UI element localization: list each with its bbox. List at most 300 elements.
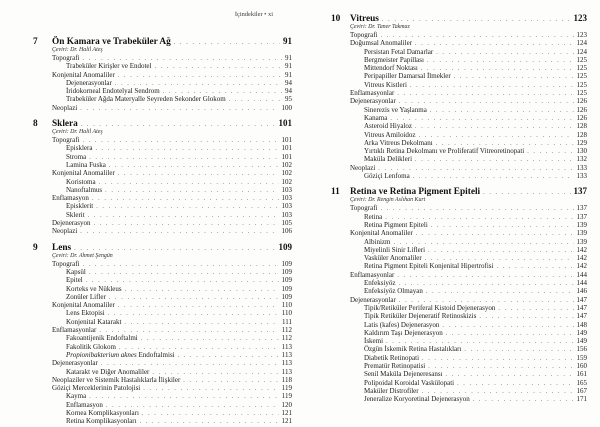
toc-entry-title: İskemi	[364, 337, 384, 346]
dot-leader-icon	[397, 90, 573, 98]
toc-entry-title: Retina Komplikasyonları	[66, 417, 137, 426]
toc-entry	[331, 97, 587, 105]
toc-entry-title: Kayma	[66, 392, 87, 401]
dot-leader-icon	[96, 203, 278, 211]
dot-leader-icon	[81, 120, 276, 131]
toc-entry-title: Latis (kafes) Dejenerasyon	[364, 320, 440, 329]
chapter-heading	[33, 242, 292, 253]
toc-entry	[331, 312, 587, 320]
toc-entry-title: Konjenital Anomaliler	[52, 169, 115, 178]
chapter-heading	[33, 118, 292, 129]
toc-entry	[33, 71, 292, 79]
chapter-title: Vitreus	[350, 14, 379, 24]
toc-entry-page-number: 128	[576, 122, 587, 131]
toc-entry-title: Topografi	[52, 136, 80, 145]
toc-entry	[33, 376, 292, 384]
toc-entry-title: Sklerit	[66, 210, 85, 219]
toc-entry	[33, 334, 292, 342]
toc-entry-title: Miyelinli Sinir Lifleri	[364, 245, 426, 254]
toc-entry-title: Zonüler Lifler	[66, 292, 106, 301]
toc-entry-title: Stroma	[66, 152, 87, 161]
translator-line: Çeviri: Dr. Ahmet Şengün	[52, 252, 113, 259]
toc-entry	[331, 254, 587, 262]
toc-entry-page-number: 113	[281, 359, 292, 368]
toc-entry	[331, 139, 587, 147]
toc-entry-page-number: 125	[576, 80, 587, 89]
toc-entry-title: Dejenerasyonlar	[66, 78, 112, 87]
toc-entry-page-number: 142	[576, 254, 587, 263]
toc-entry-title: Enflamasyonlar	[52, 326, 97, 335]
toc-entry-title: Vitreus Amiloidoz	[364, 130, 416, 139]
dot-leader-icon	[454, 73, 574, 81]
toc-entry-title: Diabetik Retinopati	[364, 353, 420, 362]
translator-line: Çeviri: Dr. Taner Takmaz	[350, 24, 410, 30]
dot-leader-icon	[143, 385, 278, 393]
dot-leader-icon	[498, 305, 573, 313]
chapter-page-number: 101	[278, 118, 292, 129]
dot-leader-icon	[83, 261, 279, 269]
toc-entry	[33, 309, 292, 317]
toc-entry-title: Konjenital Anomaliler	[52, 70, 115, 79]
toc-entry-page-number: 159	[576, 353, 587, 362]
toc-entry	[33, 318, 292, 326]
chapter-heading	[331, 13, 587, 24]
toc-entry	[33, 186, 292, 194]
toc-entry	[331, 262, 587, 270]
toc-entry	[331, 362, 587, 370]
toc-entry	[331, 122, 587, 130]
chapter-page-number: 137	[573, 186, 587, 197]
toc-entry-title: Neoplazi	[350, 163, 376, 172]
translator-line: Çeviri: Dr. Halil Ateş	[52, 129, 103, 136]
toc-entry-page-number: 113	[281, 350, 292, 359]
toc-entry	[331, 271, 587, 279]
toc-entry-title: Peripapiller Damarsal İlmekler	[364, 72, 451, 81]
toc-entry-page-number: 160	[576, 361, 587, 370]
toc-entry	[33, 260, 292, 268]
dot-leader-icon	[446, 330, 574, 338]
toc-entry	[331, 172, 587, 180]
toc-entry-page-number: 109	[281, 284, 292, 293]
dot-leader-icon	[88, 212, 279, 220]
toc-entry-title: Yırtıklı Retina Dekolmanı ve Proliferatif Vitreoretinopati	[364, 147, 525, 156]
toc-entry-title: Topografi	[350, 204, 378, 213]
dot-leader-icon	[427, 57, 574, 65]
toc-entry-page-number: 119	[281, 384, 292, 393]
toc-entry-page-number: 101	[281, 136, 292, 145]
dot-leader-icon	[174, 38, 280, 49]
toc-entry-page-number: 101	[281, 152, 292, 161]
toc-entry	[331, 304, 587, 312]
dot-leader-icon	[118, 302, 279, 310]
toc-entry-page-number: 146	[576, 287, 587, 296]
toc-entry-page-number: 91	[285, 54, 292, 62]
toc-entry-page-number: 121	[281, 408, 292, 417]
toc-entry-page-number: 109	[281, 292, 292, 301]
toc-entry-title: Göziçi Merceklerinin Patolojisi	[52, 384, 141, 393]
toc-entry-page-number: 103	[281, 185, 292, 194]
toc-entry	[33, 368, 292, 376]
toc-entry-page-number: 94	[285, 87, 292, 96]
toc-entry-title: Korteks ve Nükleus	[66, 284, 122, 293]
toc-entry-title: Konjenital Anomaliler	[52, 301, 115, 310]
toc-entry-title: Sinerezis ve Yaşlanma	[364, 105, 427, 114]
toc-entry-page-number: 125	[576, 55, 587, 64]
toc-entry	[331, 337, 587, 345]
toc-entry	[331, 48, 587, 56]
toc-entry-page-number: 103	[281, 194, 292, 203]
toc-entry	[331, 81, 587, 89]
dot-leader-icon	[473, 396, 574, 404]
dot-leader-icon	[431, 222, 574, 230]
toc-entry	[33, 392, 292, 400]
toc-entry-page-number: 105	[281, 219, 292, 228]
chapter-page-number: 91	[283, 36, 292, 46]
toc-entry	[331, 56, 587, 64]
toc-entry	[33, 219, 292, 227]
chapter-page-number: 123	[573, 13, 587, 23]
toc-entry	[331, 354, 587, 362]
dot-leader-icon	[479, 313, 573, 321]
dot-leader-icon	[183, 377, 278, 385]
dot-leader-icon	[457, 380, 573, 388]
toc-entry	[331, 221, 587, 229]
toc-entry-page-number: 102	[281, 160, 292, 169]
toc-entry-page-number: 102	[281, 177, 292, 186]
toc-entry	[33, 293, 292, 301]
toc-entry	[331, 395, 587, 403]
dot-leader-icon	[464, 346, 573, 354]
dot-leader-icon	[109, 294, 279, 302]
toc-entry-page-number: 142	[576, 262, 587, 271]
toc-entry-page-number: 120	[281, 400, 292, 409]
toc-entry-title: Neoplazi	[52, 103, 78, 112]
toc-entry-title: Maküla Delikleri	[364, 155, 413, 164]
toc-entry-page-number: 121	[281, 417, 292, 426]
toc-entry	[331, 89, 587, 97]
toc-entry-page-number: 91	[285, 70, 292, 79]
toc-entry-title: İridokorneal Endotelyal Sendrom	[66, 87, 160, 96]
dot-leader-icon	[442, 322, 573, 330]
toc-entry-title: Enflamasyonlar	[350, 270, 395, 279]
toc-entry-page-number: 147	[576, 303, 587, 312]
toc-entry-title: Propionibakterium aknes Endoftalmisi	[66, 350, 175, 359]
toc-entry	[33, 178, 292, 186]
toc-entry	[33, 409, 292, 417]
toc-entry	[33, 343, 292, 351]
dot-leader-icon	[430, 107, 574, 115]
dot-leader-icon	[390, 115, 573, 123]
toc-entry-page-number: 132	[576, 155, 587, 164]
toc-entry	[33, 326, 292, 334]
toc-entry-page-number: 133	[576, 172, 587, 181]
toc-entry	[331, 147, 587, 155]
toc-entry-title: Arka Vitreus Dekolmanı	[364, 138, 433, 147]
toc-entry	[33, 227, 292, 235]
toc-entry	[331, 131, 587, 139]
toc-entry-page-number: 126	[576, 113, 587, 122]
toc-entry-title: Katarakt ve Diğer Anomaliler	[66, 367, 150, 376]
toc-entry	[331, 345, 587, 353]
toc-entry-page-number: 148	[576, 320, 587, 329]
dot-leader-icon	[93, 220, 278, 228]
toc-entry	[33, 153, 292, 161]
dot-leader-icon	[80, 105, 278, 113]
toc-entry-title: Dejenerasyonlar	[350, 295, 396, 304]
chapter-title: Retina ve Retina Pigment Epiteli	[350, 187, 481, 198]
toc-entry-page-number: 139	[576, 220, 587, 229]
toc-entry	[331, 106, 587, 114]
chapter-title: Ön Kamara ve Trabeküler Ağ	[52, 37, 171, 47]
dot-leader-icon	[381, 205, 574, 213]
toc-entry	[33, 211, 292, 219]
toc-entry	[331, 114, 587, 122]
dot-leader-icon	[436, 49, 573, 57]
toc-entry-title: Vitreus Kistleri	[364, 80, 407, 89]
toc-entry	[33, 144, 292, 152]
toc-entry-title: Tipik/Retiküler Periferal Kistoid Dejenerasyon	[364, 303, 496, 312]
chapter-number: 8	[33, 119, 38, 130]
dot-leader-icon	[397, 272, 573, 280]
toc-entry-title: Dejenerasyon	[52, 219, 91, 228]
toc-entry-title: Göziçi Lenfoma	[364, 172, 410, 181]
toc-column-right	[331, 13, 587, 403]
toc-entry-title: Fakoantijenik Endoftalmi	[66, 334, 138, 343]
dot-leader-icon	[89, 393, 279, 401]
toc-entry-page-number: 101	[281, 144, 292, 153]
toc-entry-title: Doğumsal Anomaliler	[350, 39, 413, 48]
toc-entry-title: Enflamasyon	[66, 400, 103, 409]
translator-line: Çeviri: Dr. Rengin Aslıhan Kurt	[350, 197, 426, 204]
chapter-heading	[33, 36, 292, 47]
toc-entry-title: Kaldırım Taşı Dejenerasyon	[364, 328, 443, 337]
toc-entry-page-number: 125	[576, 72, 587, 81]
toc-entry-page-number: 100	[281, 103, 292, 112]
toc-entry-page-number: 95	[285, 95, 292, 104]
toc-entry-page-number: 149	[576, 337, 587, 346]
toc-entry-page-number: 94	[285, 78, 292, 87]
toc-entry	[331, 31, 587, 39]
toc-entry-page-number: 133	[576, 163, 587, 172]
toc-entry-page-number: 171	[576, 395, 587, 404]
toc-entry-title: Retina Pigment Epiteli Konjenital Hipertrofisi	[364, 262, 494, 271]
toc-entry-page-number: 113	[281, 342, 292, 351]
toc-entry-page-number: 126	[576, 97, 587, 106]
toc-entry	[331, 287, 587, 295]
chapter-title: Sklera	[52, 119, 78, 130]
toc-entry-title: Maküler Distrofiler	[364, 386, 419, 395]
toc-entry	[33, 417, 292, 425]
toc-entry-page-number: 125	[576, 89, 587, 98]
toc-entry-page-number: 124	[576, 39, 587, 48]
toc-entry-page-number: 142	[576, 245, 587, 254]
dot-leader-icon	[413, 173, 574, 181]
toc-entry-page-number: 112	[281, 334, 292, 343]
dot-leader-icon	[92, 195, 279, 203]
dot-leader-icon	[419, 132, 574, 140]
toc-entry	[33, 268, 292, 276]
dot-leader-icon	[415, 40, 573, 48]
toc-entry-page-number: 165	[576, 378, 587, 387]
toc-entry	[331, 204, 587, 212]
toc-entry	[331, 238, 587, 246]
chapter-page-number: 109	[278, 241, 292, 252]
toc-entry-page-number: 137	[576, 204, 587, 213]
toc-entry-title-italic: Propionibakterium aknes	[66, 350, 137, 359]
toc-entry	[33, 87, 292, 95]
toc-entry-page-number: 109	[281, 276, 292, 285]
toc-entry-title: Persistan Fetal Damarlar	[364, 47, 434, 56]
toc-entry-page-number: 103	[281, 210, 292, 219]
dot-leader-icon	[80, 228, 278, 236]
dot-leader-icon	[118, 170, 279, 178]
dot-leader-icon	[382, 15, 571, 26]
toc-entry-page-number: 156	[576, 345, 587, 354]
dot-leader-icon	[410, 82, 574, 90]
toc-entry-page-number: 102	[281, 169, 292, 178]
toc-entry-title: Neoplaziler ve Sistemik Hastalıklarla İlişkiler	[52, 375, 181, 384]
toc-entry-title: Polipoidal Koroidal Vaskülopati	[364, 378, 455, 387]
toc-entry	[331, 279, 587, 287]
toc-entry	[33, 169, 292, 177]
toc-entry	[33, 54, 292, 62]
toc-entry-page-number: 130	[576, 147, 587, 156]
toc-entry-title: Albinizm	[364, 237, 391, 246]
toc-entry-page-number: 110	[281, 309, 292, 318]
chapter-heading	[331, 186, 587, 197]
toc-entry-page-number: 129	[576, 138, 587, 147]
toc-entry-page-number: 139	[576, 237, 587, 246]
toc-entry	[33, 79, 292, 87]
toc-entry-title: Dejenerasyonlar	[52, 359, 98, 368]
toc-entry	[33, 95, 292, 103]
toc-entry	[33, 285, 292, 293]
toc-entry-title: Kapsül	[66, 267, 86, 276]
chapter-number: 7	[33, 37, 38, 47]
toc-entry	[331, 321, 587, 329]
toc-entry	[331, 72, 587, 80]
dot-leader-icon	[426, 288, 574, 296]
dot-leader-icon	[428, 363, 573, 371]
toc-entry-title: Tipik Retiküler Dejeneratif Retinoskizis	[364, 312, 477, 321]
toc-entry-title: Prematür Retinopatisi	[364, 361, 426, 370]
dot-leader-icon	[416, 230, 574, 238]
toc-entry-title: Trabeküler Ağda Materyalle Seyreden Sekonder Glokom	[66, 95, 226, 104]
toc-entry-title: Kanama	[364, 113, 388, 122]
toc-entry	[33, 104, 292, 112]
toc-entry-title: Retina Pigment Epiteli	[364, 220, 428, 229]
translator-line: Çeviri: Dr. Halil Ateş	[52, 47, 103, 53]
toc-entry	[33, 161, 292, 169]
toc-entry-title: Jeneralize Koryoretinal Dejenerasyon	[364, 395, 470, 404]
toc-entry-title: Neoplazi	[52, 227, 78, 236]
toc-entry-title: Lamina Fuska	[66, 160, 106, 169]
dot-leader-icon	[415, 156, 573, 164]
toc-entry-page-number: 124	[576, 47, 587, 56]
toc-entry	[33, 276, 292, 284]
toc-entry	[331, 379, 587, 387]
dot-leader-icon	[415, 123, 573, 131]
toc-entry-title: Episklerit	[66, 202, 94, 211]
dot-leader-icon	[83, 137, 279, 145]
toc-entry-title: Episklera	[66, 144, 93, 153]
dot-leader-icon	[124, 319, 279, 327]
toc-entry	[33, 62, 292, 70]
dot-leader-icon	[99, 179, 279, 187]
toc-entry-title: Topografi	[52, 259, 80, 268]
page-header-text: İçindekiler • xi	[234, 11, 273, 18]
toc-entry-title: Nanoftalmus	[66, 185, 103, 194]
chapter-number: 11	[331, 187, 340, 198]
toc-entry	[331, 213, 587, 221]
toc-entry-title: Özgün İskemik Retina Hastalıkları	[364, 345, 462, 354]
toc-entry-page-number: 91	[285, 62, 292, 71]
toc-entry-page-number: 126	[576, 105, 587, 114]
chapter-number: 10	[331, 14, 341, 24]
dot-leader-icon	[141, 335, 279, 343]
toc-entry-title: Dejenerasyonlar	[350, 97, 396, 106]
toc-entry	[331, 164, 587, 172]
toc-entry-page-number: 118	[281, 375, 292, 384]
dot-leader-icon	[428, 247, 573, 255]
toc-entry	[331, 39, 587, 47]
toc-entry-page-number: 123	[576, 31, 587, 39]
toc-entry-title: Enflamasyonlar	[350, 89, 395, 98]
toc-entry	[331, 64, 587, 72]
toc-entry-page-number: 110	[281, 301, 292, 310]
toc-entry-title: Konjenital Katarakt	[66, 317, 122, 326]
toc-entry-page-number: 103	[281, 202, 292, 211]
toc-entry-page-number: 161	[576, 370, 587, 379]
toc-entry	[331, 229, 587, 237]
toc-entry-page-number: 167	[576, 386, 587, 395]
toc-entry-title: Retina	[364, 212, 383, 221]
toc-entry	[33, 136, 292, 144]
toc-entry-title: Asteroid Hiyaloz	[364, 122, 413, 131]
toc-entry-page-number: 144	[576, 279, 587, 288]
dot-leader-icon	[154, 63, 282, 71]
dot-leader-icon	[483, 188, 570, 199]
toc-entry-page-number: 106	[281, 227, 292, 236]
toc-entry-title: Vasküler Anomaliler	[364, 254, 422, 263]
toc-entry	[33, 384, 292, 392]
toc-entry-page-number: 111	[282, 317, 292, 326]
toc-entry-title: Senil Maküla Dejeneresansı	[364, 370, 443, 379]
toc-entry-title: Fakolitik Glokom	[66, 342, 116, 351]
toc-entry-title: Konjenital Anomaliler	[350, 229, 413, 238]
chapter-number: 9	[33, 242, 38, 253]
toc-entry-page-number: 147	[576, 312, 587, 321]
toc-entry-title: Enfeksiyöz	[364, 279, 396, 288]
toc-entry-page-number: 137	[576, 212, 587, 221]
toc-entry	[33, 194, 292, 202]
toc-entry-title: Topografi	[350, 31, 378, 39]
toc-entry-page-number: 113	[281, 367, 292, 376]
toc-entry-page-number: 144	[576, 270, 587, 279]
toc-entry-page-number: 128	[576, 130, 587, 139]
dot-leader-icon	[142, 410, 279, 418]
toc-entry	[331, 329, 587, 337]
dot-leader-icon	[95, 145, 278, 153]
toc-entry	[33, 359, 292, 367]
toc-entry-page-number: 109	[281, 267, 292, 276]
toc-entry-page-number: 149	[576, 328, 587, 337]
toc-entry	[33, 351, 292, 359]
toc-entry-page-number: 119	[281, 392, 292, 401]
toc-entry-page-number: 112	[281, 326, 292, 335]
toc-entry-title: Lens Ektopisi	[66, 309, 105, 318]
dot-leader-icon	[446, 371, 574, 379]
